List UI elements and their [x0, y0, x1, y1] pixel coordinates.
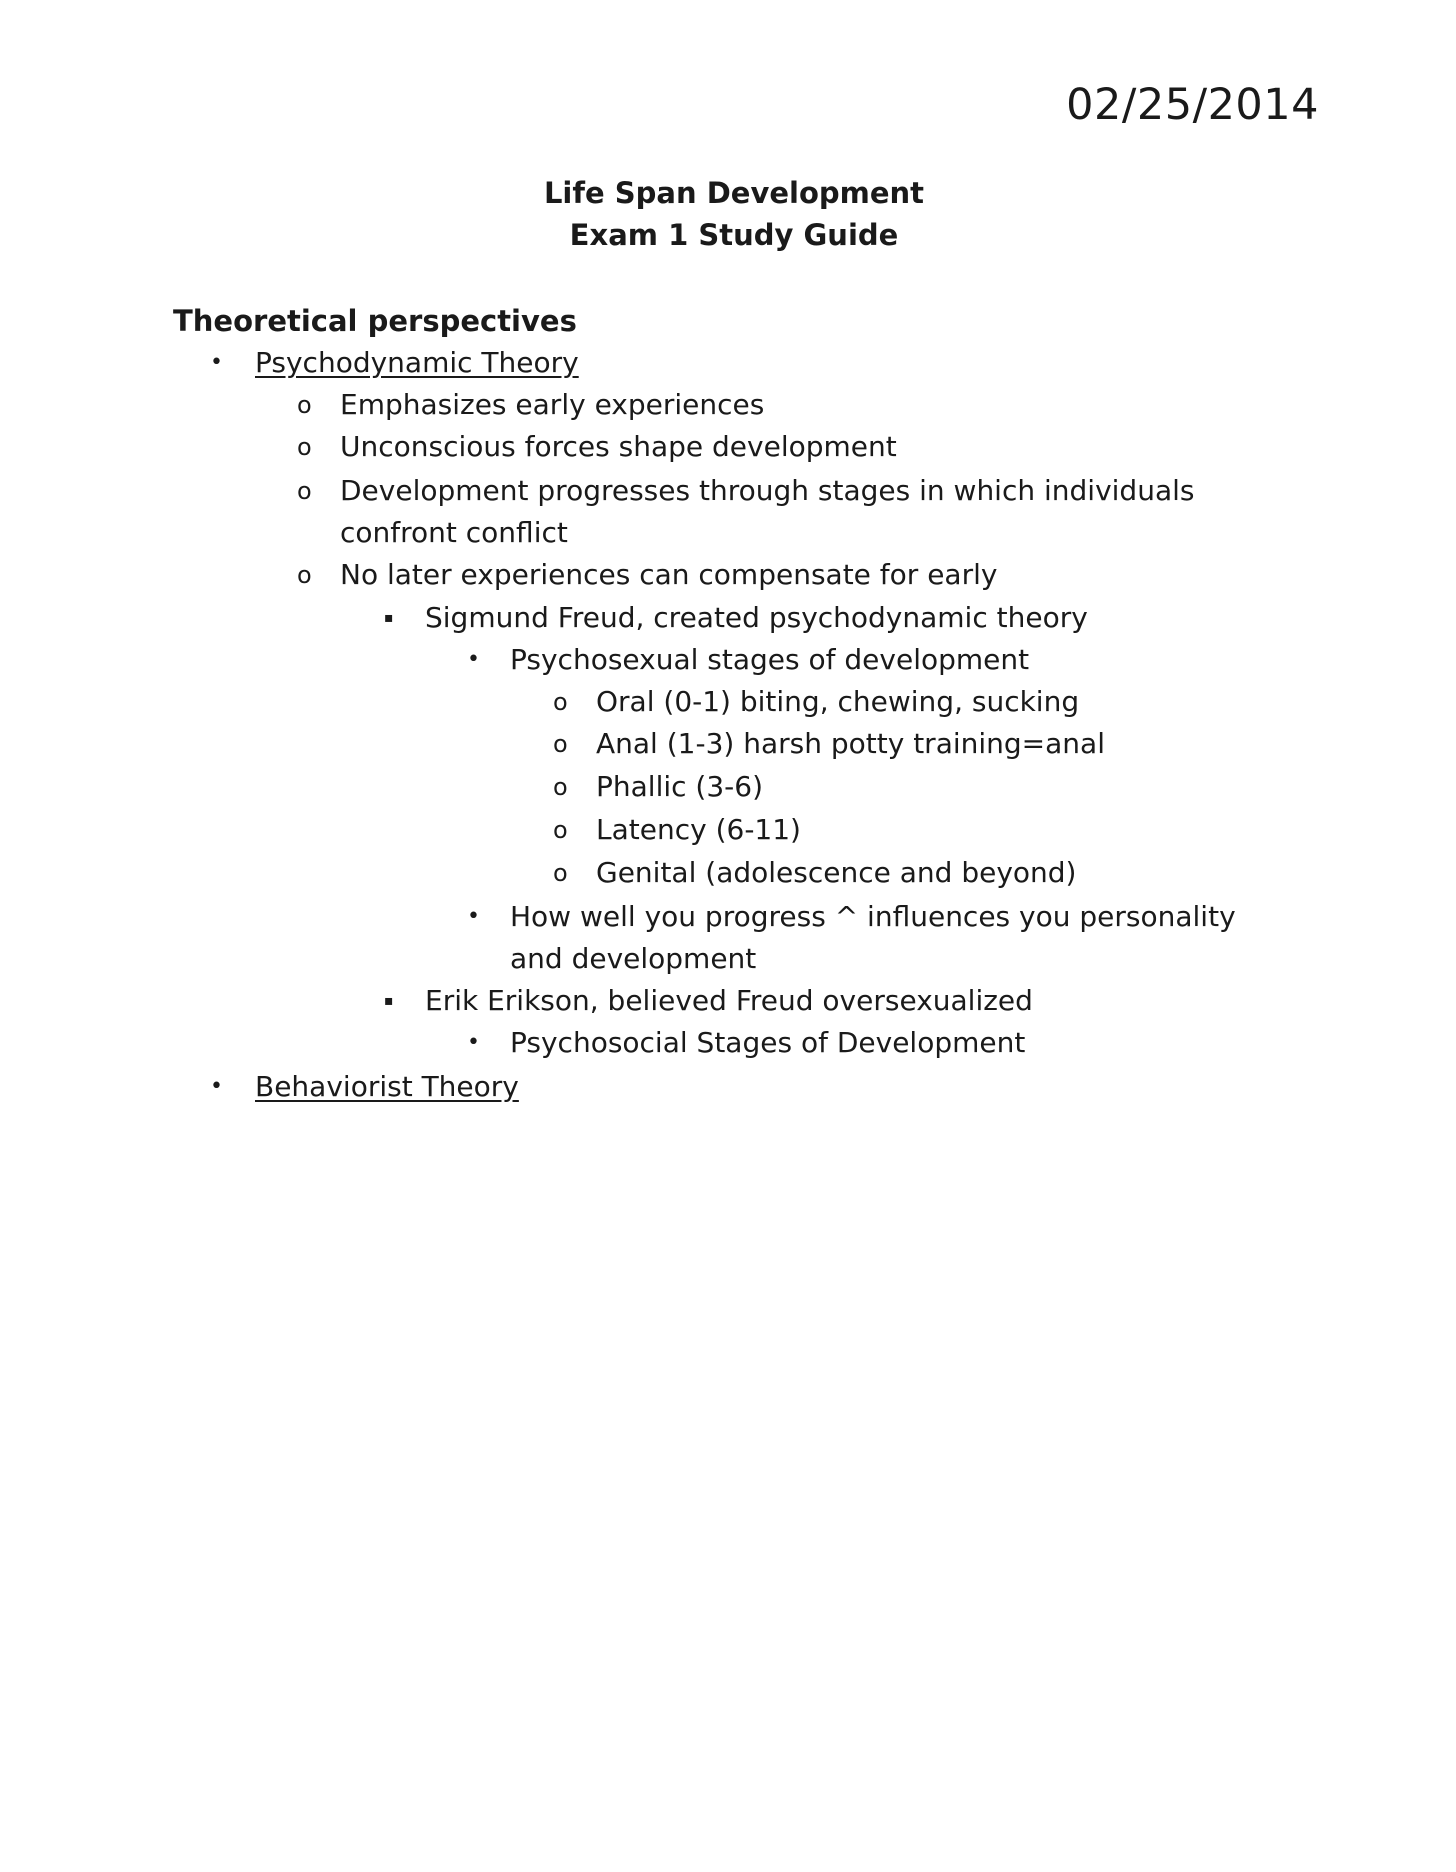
bullet-marker: o	[297, 561, 312, 589]
bullet-marker: o	[297, 391, 312, 419]
bullet-marker: •	[210, 1074, 223, 1099]
list-item-behaviorist-theory: Behaviorist Theory	[255, 1070, 519, 1103]
list-item: How well you progress ^ influences you personality	[510, 900, 1236, 933]
bullet-marker: o	[553, 688, 568, 716]
document-title-block	[0, 172, 1456, 256]
list-item-continuation: and development	[510, 942, 757, 975]
bullet-marker: o	[553, 730, 568, 758]
list-item-psychodynamic-theory: Psychodynamic Theory	[255, 346, 579, 379]
bullet-marker: ▪	[384, 610, 394, 626]
list-item: Development progresses through stages in which individuals	[340, 474, 1195, 507]
bullet-marker: •	[210, 350, 223, 375]
list-item: Erik Erikson, believed Freud oversexualized	[425, 984, 1033, 1017]
list-item: Sigmund Freud, created psychodynamic theory	[425, 601, 1088, 634]
bullet-marker: •	[467, 647, 480, 672]
document-date: 02/25/2014	[1066, 80, 1319, 130]
list-item: Oral (0-1) biting, chewing, sucking	[596, 685, 1080, 718]
bullet-marker: o	[553, 773, 568, 801]
list-item: Emphasizes early experiences	[340, 388, 765, 421]
list-item: Genital (adolescence and beyond)	[596, 856, 1077, 889]
section-heading: Theoretical perspectives	[173, 304, 577, 338]
guide-title: Exam 1 Study Guide	[569, 218, 899, 252]
bullet-marker: o	[297, 433, 312, 461]
bullet-marker: •	[467, 1030, 480, 1055]
list-item: Phallic (3-6)	[596, 770, 764, 803]
list-item: Anal (1-3) harsh potty training=anal	[596, 727, 1105, 760]
list-item: Psychosocial Stages of Development	[510, 1026, 1026, 1059]
list-item: No later experiences can compensate for early	[340, 558, 998, 591]
list-item: Latency (6-11)	[596, 813, 801, 846]
bullet-marker: o	[553, 859, 568, 887]
bullet-marker: ▪	[384, 993, 394, 1009]
bullet-marker: •	[467, 904, 480, 929]
list-item-continuation: confront conflict	[340, 516, 568, 549]
list-item: Unconscious forces shape development	[340, 430, 897, 463]
list-item: Psychosexual stages of development	[510, 643, 1030, 676]
course-title: Life Span Development	[543, 176, 925, 210]
bullet-marker: o	[553, 816, 568, 844]
bullet-marker: o	[297, 477, 312, 505]
